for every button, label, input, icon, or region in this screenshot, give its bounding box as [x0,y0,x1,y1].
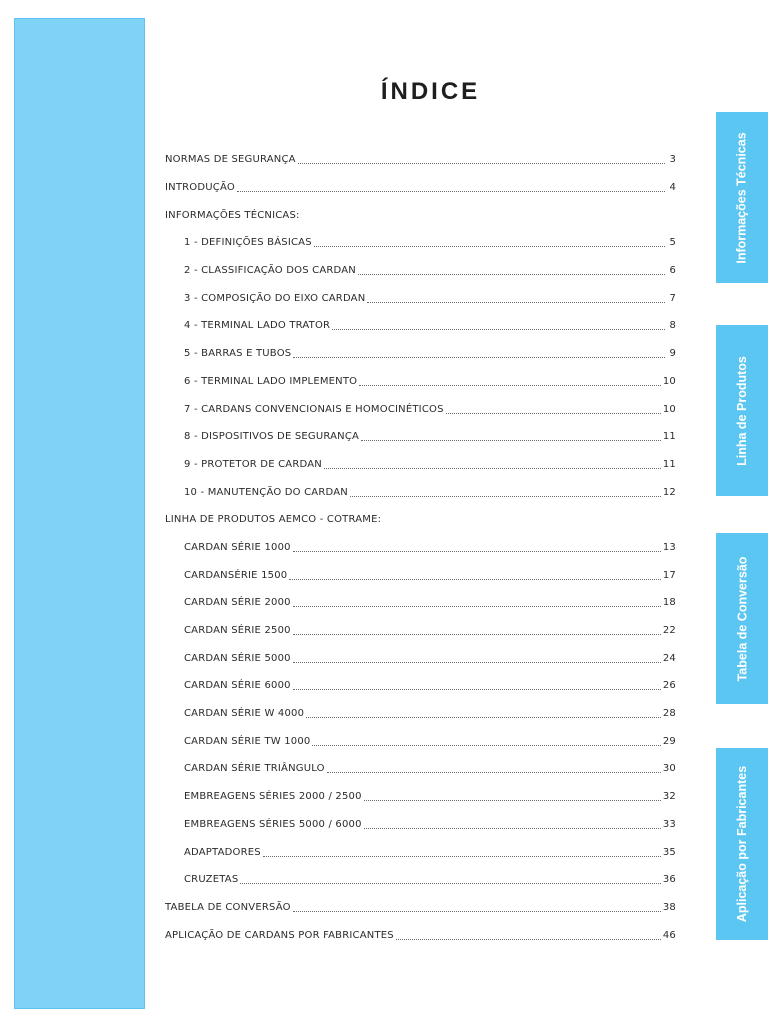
toc-entry-label: CARDAN SÉRIE TRIÂNGULO [184,763,325,775]
toc-entry-label: CARDAN SÉRIE 1000 [184,541,291,553]
toc-page-number: 35 [662,846,676,858]
toc-entry[interactable] [165,340,676,368]
tab-label: Aplicação por Fabricantes [735,765,749,923]
toc-entry-label: CARDAN SÉRIE 2000 [184,597,291,609]
toc-entry[interactable] [165,811,676,839]
tab-linha-de-produtos[interactable] [716,325,768,496]
toc-entry-label: 8 - DISPOSITIVOS DE SEGURANÇA [184,431,360,443]
toc-entry[interactable] [165,921,676,949]
toc-entry-label: INTRODUÇÃO [165,182,235,194]
toc-page-number: 11 [662,431,676,443]
dot-leader [358,266,665,275]
toc-entry-label: 3 - COMPOSIÇÃO DO EIXO CARDAN [184,292,366,304]
toc-entry[interactable] [165,146,676,174]
toc-page-number: 7 [669,292,676,304]
dot-leader [293,681,661,690]
toc-entry[interactable] [165,838,676,866]
toc-entry[interactable] [165,229,676,257]
toc-page-number: 6 [669,265,676,277]
page-title: ÍNDICE [380,78,481,105]
toc-entry-label: CARDANSÉRIE 1500 [184,569,288,581]
toc-entry[interactable] [165,395,676,423]
toc-entry[interactable] [165,257,676,285]
toc-page-number: 5 [669,237,676,249]
toc-entry[interactable] [165,312,676,340]
toc-page-number: 12 [662,486,676,498]
toc-page-number: 9 [669,348,676,360]
dot-leader [293,626,661,635]
toc-entry[interactable] [165,478,676,506]
toc-page-number: 22 [662,625,676,637]
toc-page-number: 32 [662,791,676,803]
dot-leader [364,792,661,801]
toc-entry[interactable] [165,700,676,728]
tab-tabela-de-conversao[interactable] [716,533,768,704]
table-of-contents [165,146,676,949]
toc-entry[interactable] [165,672,676,700]
dot-leader [364,820,661,829]
toc-page-number: 11 [662,458,676,470]
dot-leader [298,155,665,164]
toc-entry-label: 6 - TERMINAL LADO IMPLEMENTO [184,375,358,387]
tab-label: Tabela de Conversão [735,556,749,681]
dot-leader [289,571,661,580]
toc-section-heading [165,201,676,229]
toc-entry-label: CRUZETAS [184,874,239,886]
toc-entry[interactable] [165,423,676,451]
dot-leader [350,488,661,497]
dot-leader [327,764,661,773]
toc-entry[interactable] [165,589,676,617]
dot-leader [324,460,661,469]
toc-page-number: 24 [662,652,676,664]
toc-page-number: 8 [669,320,676,332]
toc-entry-label: CARDAN SÉRIE W 4000 [184,708,305,720]
toc-page-number: 29 [662,735,676,747]
toc-entry-label: NORMAS DE SEGURANÇA [165,154,296,166]
toc-entry-label: 4 - TERMINAL LADO TRATOR [184,320,331,332]
toc-entry-label: CARDAN SÉRIE 2500 [184,625,291,637]
toc-page-number: 17 [662,569,676,581]
toc-entry-label: INFORMAÇÕES TÉCNICAS: [165,209,300,221]
toc-entry[interactable] [165,727,676,755]
toc-entry[interactable] [165,755,676,783]
toc-section-heading [165,506,676,534]
toc-page-number: 26 [662,680,676,692]
toc-entry-label: 1 - DEFINIÇÕES BÁSICAS [184,237,312,249]
toc-entry[interactable] [165,561,676,589]
toc-page-number: 4 [669,182,676,194]
toc-entry-label: LINHA DE PRODUTOS AEMCO - COTRAME: [165,514,382,526]
toc-entry[interactable] [165,174,676,202]
toc-page-number: 46 [662,929,676,941]
toc-page-number: 28 [662,708,676,720]
dot-leader [293,598,661,607]
toc-entry-label: 10 - MANUTENÇÃO DO CARDAN [184,486,348,498]
dot-leader [293,349,665,358]
toc-entry-label: CARDAN SÉRIE 5000 [184,652,291,664]
toc-page-number: 13 [662,541,676,553]
toc-entry-label: 5 - BARRAS E TUBOS [184,348,292,360]
dot-leader [396,931,661,940]
toc-entry[interactable] [165,534,676,562]
toc-entry-label: EMBREAGENS SÉRIES 2000 / 2500 [184,791,362,803]
dot-leader [293,543,661,552]
toc-entry-label: APLICAÇÃO DE CARDANS POR FABRICANTES [165,929,394,941]
toc-entry[interactable] [165,783,676,811]
toc-page-number: 10 [662,375,676,387]
dot-leader [359,377,661,386]
toc-entry-label: 2 - CLASSIFICAÇÃO DOS CARDAN [184,265,356,277]
toc-page-number: 36 [662,874,676,886]
toc-page-number: 18 [662,597,676,609]
toc-page-number: 10 [662,403,676,415]
dot-leader [237,183,665,192]
toc-page-number: 33 [662,818,676,830]
toc-entry-label: TABELA DE CONVERSÃO [165,901,291,913]
dot-leader [314,238,665,247]
dot-leader [240,875,661,884]
toc-page-number: 3 [669,154,676,166]
dot-leader [306,709,661,718]
left-color-bar [14,18,145,1009]
toc-entry-label: 9 - PROTETOR DE CARDAN [184,458,322,470]
toc-entry-label: CARDAN SÉRIE 6000 [184,680,291,692]
toc-entry[interactable] [165,451,676,479]
dot-leader [332,321,665,330]
dot-leader [293,903,661,912]
toc-entry[interactable] [165,284,676,312]
dot-leader [293,654,661,663]
toc-entry-label: 7 - CARDANS CONVENCIONAIS E HOMOCINÉTICOS [184,403,444,415]
toc-entry-label: CARDAN SÉRIE TW 1000 [184,735,311,747]
toc-entry[interactable] [165,617,676,645]
tab-aplicacao-por-fabricantes[interactable] [716,748,768,940]
toc-page-number: 38 [662,901,676,913]
toc-entry[interactable] [165,368,676,396]
toc-entry[interactable] [165,866,676,894]
tab-label: Informações Técnicas [735,131,749,264]
dot-leader [312,737,660,746]
dot-leader [263,848,661,857]
dot-leader [446,405,661,414]
dot-leader [367,294,665,303]
tab-informacoes-tecnicas[interactable] [716,112,768,283]
toc-entry-label: ADAPTADORES [184,846,261,858]
toc-entry[interactable] [165,644,676,672]
toc-entry-label: EMBREAGENS SÉRIES 5000 / 6000 [184,818,362,830]
tab-label: Linha de Produtos [735,355,750,466]
toc-page-number: 30 [662,763,676,775]
dot-leader [361,432,661,441]
toc-entry[interactable] [165,894,676,922]
